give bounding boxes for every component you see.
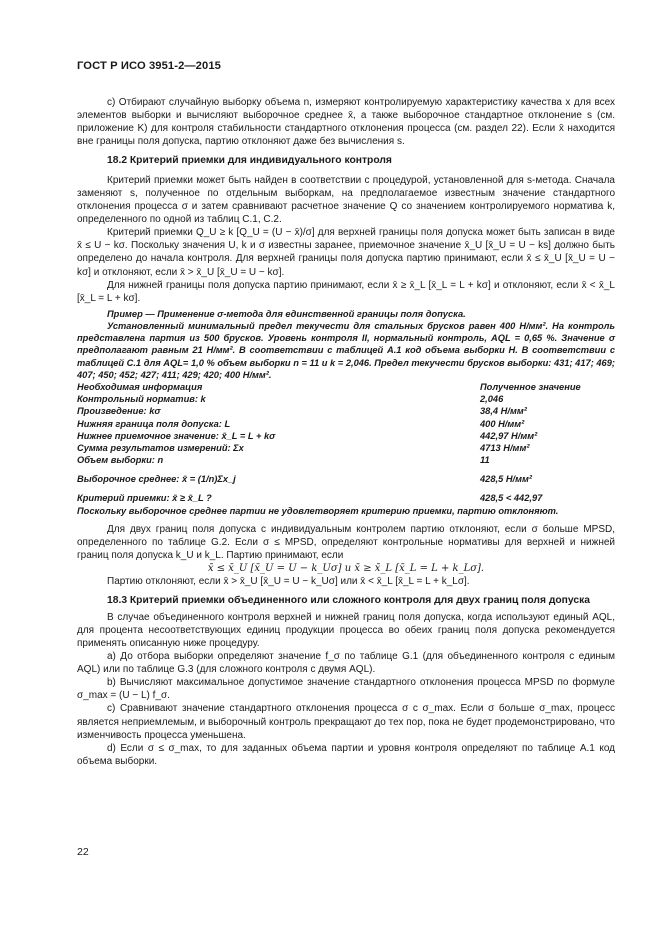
paragraph: В случае объединенного контроля верхней и нижней границ поля допуска, когда используют единый AQL, для процента несоответствующих единиц продукции процесса во обеих границ поля допуска рекомендуется применять описанную ниже процедуру. bbox=[77, 611, 615, 650]
table-cell: 400 Н/мм² bbox=[480, 418, 525, 429]
paragraph: Партию отклоняют, если x̄ > x̄_U [x̄_U = U − k_Uσ] или x̄ < x̄_L [x̄_L = L + k_Lσ]. bbox=[107, 576, 470, 588]
example-title: Пример — Применение σ-метода для единственной границы поля допуска. bbox=[107, 308, 466, 319]
table-cell: 442,97 Н/мм² bbox=[480, 430, 538, 441]
example-conclusion: Поскольку выборочное среднее партии не удовлетворяет критерию приемки, партию отклоняют. bbox=[77, 505, 559, 516]
example-table bbox=[77, 381, 615, 505]
list-item-a: a) До отбора выборки определяют значение f_σ по таблице G.1 (для объединенного контроля с единым AQL) или по таблице G.3 (для сложного контроля с двумя AQL). bbox=[77, 651, 615, 676]
table-cell: Объем выборки: n bbox=[77, 455, 164, 466]
example-block bbox=[77, 308, 615, 517]
table-cell: 38,4 Н/мм² bbox=[480, 406, 527, 417]
list-item-b: b) Вычисляют максимальное допустимое значение стандартного отклонения процесса MPSD по формуле σ_max = (U − L) f_σ. bbox=[77, 677, 615, 702]
table-cell: 428,5 < 442,97 bbox=[480, 493, 543, 504]
table-row bbox=[77, 418, 615, 430]
section-heading-18-2: 18.2 Критерий приемки для индивидуального контроля bbox=[107, 155, 392, 167]
table-row bbox=[77, 492, 615, 504]
table-cell: Нижняя граница поля допуска: L bbox=[77, 418, 231, 429]
table-cell: Контрольный норматив: k bbox=[77, 394, 206, 405]
table-cell: Нижнее приемочное значение: x̄_L = L + kσ bbox=[77, 430, 276, 441]
table-header: Полученное значение bbox=[480, 382, 581, 393]
table-header: Необходимая информация bbox=[77, 382, 203, 393]
paragraph: Критерий приемки Q_U ≥ k [Q_U = (U − x̄)/σ] для верхней границы поля допуска может быть записан в виде x̄ ≤ U − kσ. Поскольку значения U, k и σ известны заранее, приемочное значение x̄_U [x̄_U = U − ks] должно быть определено до начала контроля. Для верхней границы поля допуска партию принимают, если x̄ ≤ x̄_U [x̄_U = U − kσ] и отклоняют, если x̄ > x̄_U [x̄_U = U − kσ]. bbox=[77, 227, 615, 278]
section-heading-18-3: 18.3 Критерий приемки объединенного или сложного контроля для двух границ поля допуска bbox=[107, 595, 590, 607]
table-cell: Сумма результатов измерений: Σx bbox=[77, 443, 244, 454]
page-number: 22 bbox=[77, 846, 89, 858]
table-row bbox=[77, 405, 615, 417]
paragraph: Для двух границ поля допуска с индивидуальным контролем партию отклоняют, если σ больше MPSD, определенного по таблице G.2. Если σ ≤ MPSD, определяют контрольные нормативы для верхней и нижней границ поля допуска k_U и k_L. Партию принимают, если bbox=[77, 523, 615, 562]
table-row bbox=[77, 454, 615, 466]
list-item-c: c) Сравнивают значение стандартного отклонения процесса σ с σ_max. Если σ больше σ_max, процесс является неприемлемым, и выборочный контроль прекращают до тех пор, пока не будет продемонстрировано, что изменчивость процесса уменьшена. bbox=[77, 703, 615, 741]
document-body bbox=[77, 96, 615, 768]
table-cell: Произведение: kσ bbox=[77, 406, 161, 417]
table-cell: 428,5 Н/мм² bbox=[480, 474, 532, 485]
table-cell: 2,046 bbox=[480, 394, 504, 405]
list-item-d: d) Если σ ≤ σ_max, то для заданных объема партии и уровня контроля определяют по таблице A.1 код объема выборки. bbox=[77, 742, 615, 767]
page-header: ГОСТ Р ИСО 3951-2—2015 bbox=[77, 60, 221, 72]
paragraph: Критерий приемки может быть найден в соответствии с процедурой, установленной для s-метода. Сначала заменяют s, полученное по отдельным выборкам, на предполагаемое известным значение стандартного отклонения процесса σ и затем сравнивают расчетное значение Q со значением контролируемого норматива k, определенного по одной из таблиц C.1, C.2. bbox=[77, 174, 615, 226]
table-cell: Критерий приемки: x̄ ≥ x̄_L ? bbox=[77, 493, 212, 504]
table-row bbox=[77, 393, 615, 405]
table-cell: 4713 Н/мм² bbox=[480, 443, 530, 454]
table-row bbox=[77, 466, 615, 492]
paragraph-c: c) Отбирают случайную выборку объема n, измеряют контролируемую характеристику качества x для всех элементов выборки и вычисляют выборочное среднее x̄, а также выборочное стандартное отклонение s (см. приложение K) для контроля стабильности стандартного отклонения процесса (см. раздел 22). Если x̄ находится вне границы поля допуска, партию отклоняют даже без вычисления s. bbox=[77, 97, 615, 148]
table-row bbox=[77, 430, 615, 442]
table-header-row bbox=[77, 381, 615, 393]
paragraph: Для нижней границы поля допуска партию принимают, если x̄ ≥ x̄_L [x̄_L = L + kσ] и отклоняют, если x̄ < x̄_L [x̄_L = L + kσ]. bbox=[77, 279, 615, 304]
table-cell: Выборочное среднее: x̄ = (1/n)Σx_j bbox=[77, 474, 236, 485]
formula-accept: x̄ ≤ x̄_U [x̄_U = U − k_Uσ] и x̄ ≥ x̄_L [x̄_L = L + k_Lσ]. bbox=[207, 563, 485, 575]
table-cell: 11 bbox=[480, 455, 490, 466]
table-row bbox=[77, 442, 615, 454]
example-text: Установленный минимальный предел текучести для стальных брусков равен 400 Н/мм². На контроль представлена партия из 500 брусков. Уровень контроля II, нормальный контроль, AQL = 0,65 %. Значение σ предполагают равным 21 Н/мм². В соответствии с таблицей A.1 код объема выборки H. В соответствии с таблицей C.1 для AQL= 1,0 % объем выборки n = 11 и k = 2,046. Предел текучести брусков выборки: 431; 417; 469; 407; 450; 452; 427; 411; 429; 420; 400 Н/мм². bbox=[77, 321, 615, 380]
